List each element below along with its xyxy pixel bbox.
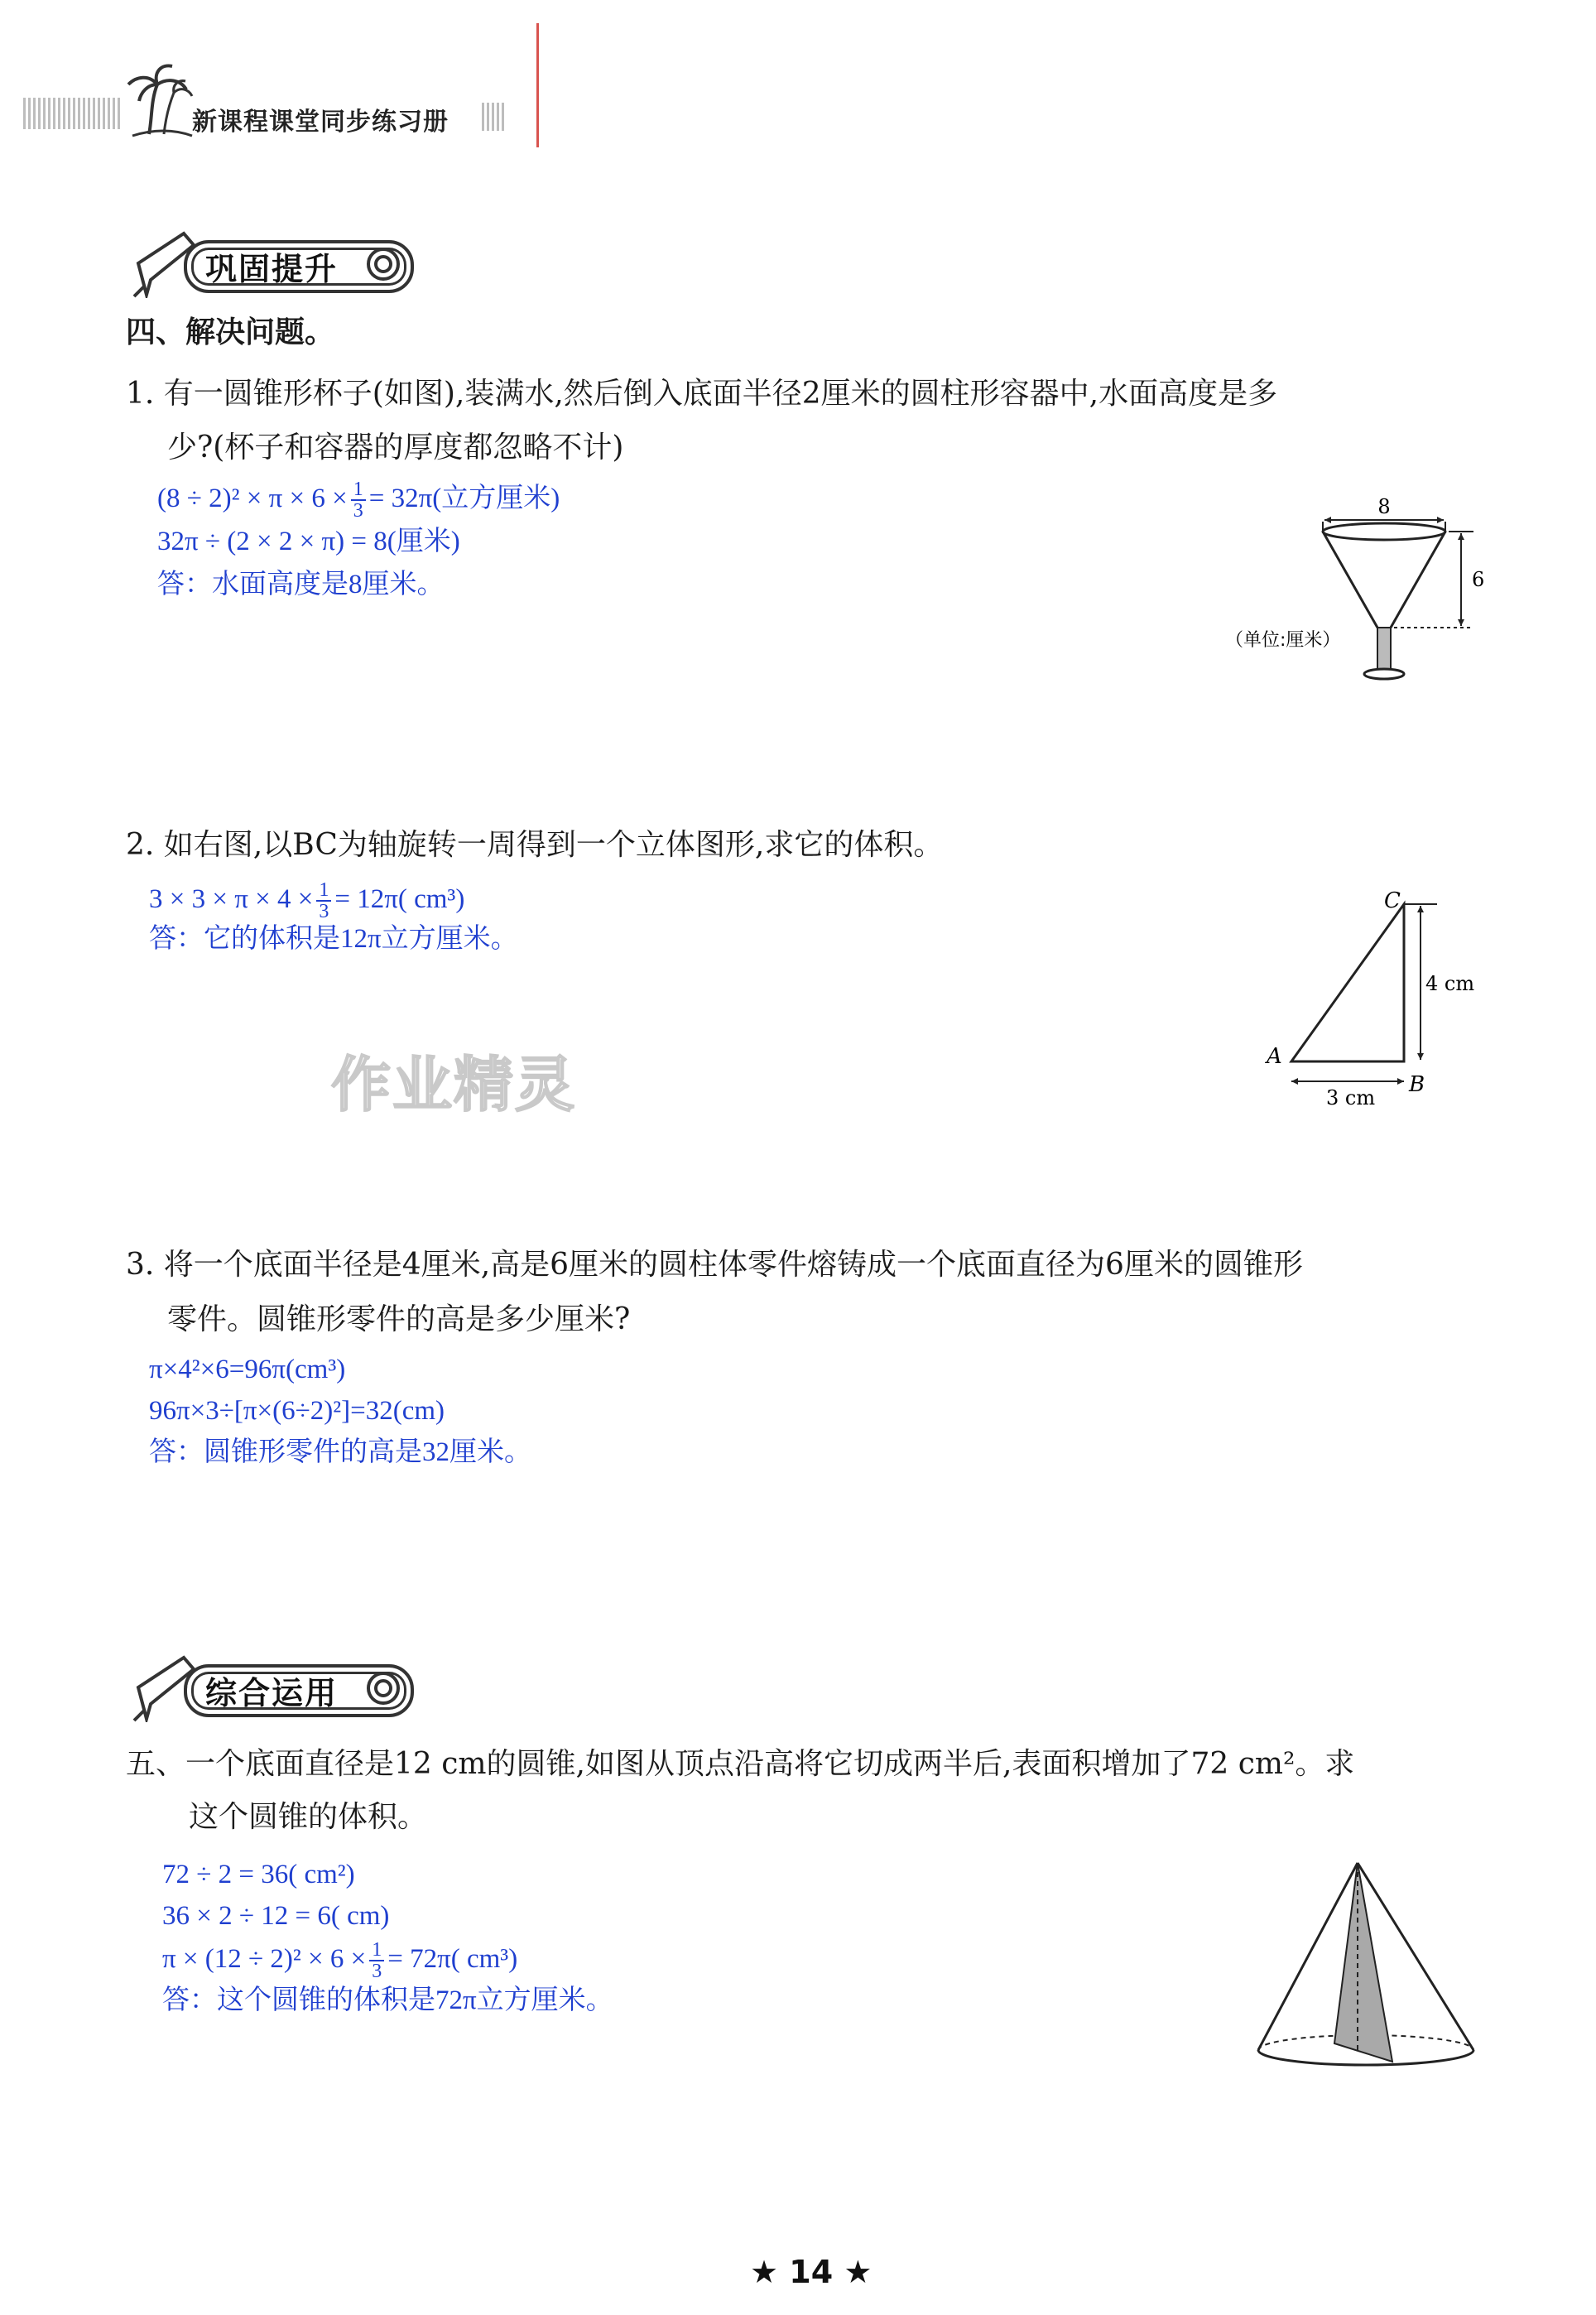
q1-answer-line-3: 答：水面高度是8厘米。 [157,570,445,599]
page-number: ★ 14 ★ [750,2254,873,2290]
question-1-line-2: 少?(杯子和容器的厚度都忽略不计) [167,431,624,464]
target-icon [362,245,405,283]
q3-answer-line-3: 答：圆锥形零件的高是32厘米。 [149,1437,531,1467]
pencil-icon [126,1654,200,1722]
q5-answer-line-3: π × (12 ÷ 2)² × 6 × $\frac{1}{3}$ = 72π( cm³) [162,1939,518,1983]
funnel-unit-label: （单位:厘米） [1225,630,1341,651]
question-5-line-2: 这个圆锥的体积。 [189,1800,428,1834]
header-red-line [536,23,539,147]
vertex-b-label: B [1409,1072,1425,1097]
funnel-cup-figure [1225,489,1490,695]
side-bc-label: 4 cm [1425,972,1475,995]
header-stripes-right [482,103,507,131]
side-ab-label: 3 cm [1326,1086,1376,1109]
section-badge-comprehensive [126,1654,424,1722]
q2-answer-line-2: 答：它的体积是12π立方厘米。 [149,924,518,954]
question-3-line-1: 3. 将一个底面半径是4厘米,高是6厘米的圆柱体零件熔铸成一个底面直径为6厘米的圆锥形 [126,1248,1303,1282]
section-badge-consolidate [126,230,424,298]
target-icon [362,1669,405,1707]
badge-label: 巩固提升 [205,251,339,287]
funnel-side-label: 6 [1472,568,1485,591]
q1-answer-line-1: (8 ÷ 2)² × π × 6 × $\frac{1}{3}$ = 32π(立方厘米) [157,479,560,522]
vertex-a-label: A [1267,1044,1282,1069]
badge-label: 综合运用 [205,1675,339,1711]
vertex-c-label: C [1384,888,1401,913]
q1-answer-line-2: 32π ÷ (2 × 2 × π) = 8(厘米) [157,527,460,556]
watermark: 作业精灵 [331,1050,577,1119]
question-2-line-1: 2. 如右图,以BC为轴旋转一周得到一个立体图形,求它的体积。 [126,828,944,862]
section-heading: 四、解决问题。 [126,315,335,349]
triangle-abc-figure [1250,878,1482,1118]
funnel-top-label: 8 [1377,495,1391,518]
question-5-line-1: 五、一个底面直径是12 cm的圆锥,如图从顶点沿高将它切成两半后,表面积增加了72 cm²。求 [126,1747,1355,1781]
q5-answer-line-4: 答：这个圆锥的体积是72π立方厘米。 [162,1985,613,2015]
q5-answer-line-1: 72 ÷ 2 = 36( cm²) [162,1860,355,1889]
q5-answer-line-2: 36 × 2 ÷ 12 = 6( cm) [162,1901,390,1931]
q3-answer-line-2: 96π×3÷[π×(6÷2)²]=32(cm) [149,1396,445,1426]
q3-answer-line-1: π×4²×6=96π(cm³) [149,1355,346,1384]
header-stripes [23,98,123,129]
question-3-line-2: 零件。圆锥形零件的高是多少厘米? [167,1302,631,1336]
question-1-line-1: 1. 有一圆锥形杯子(如图),装满水,然后倒入底面半径2厘米的圆柱形容器中,水面高度是多 [126,377,1278,411]
cone-cut-figure [1242,1855,1490,2078]
q2-answer-line-1: 3 × 3 × π × 4 × $\frac{1}{3}$ = 12π( cm³) [149,879,465,923]
pencil-icon [126,230,200,298]
book-title: 新课程课堂同步练习册 [192,108,449,137]
palm-tree-icon [116,60,195,138]
